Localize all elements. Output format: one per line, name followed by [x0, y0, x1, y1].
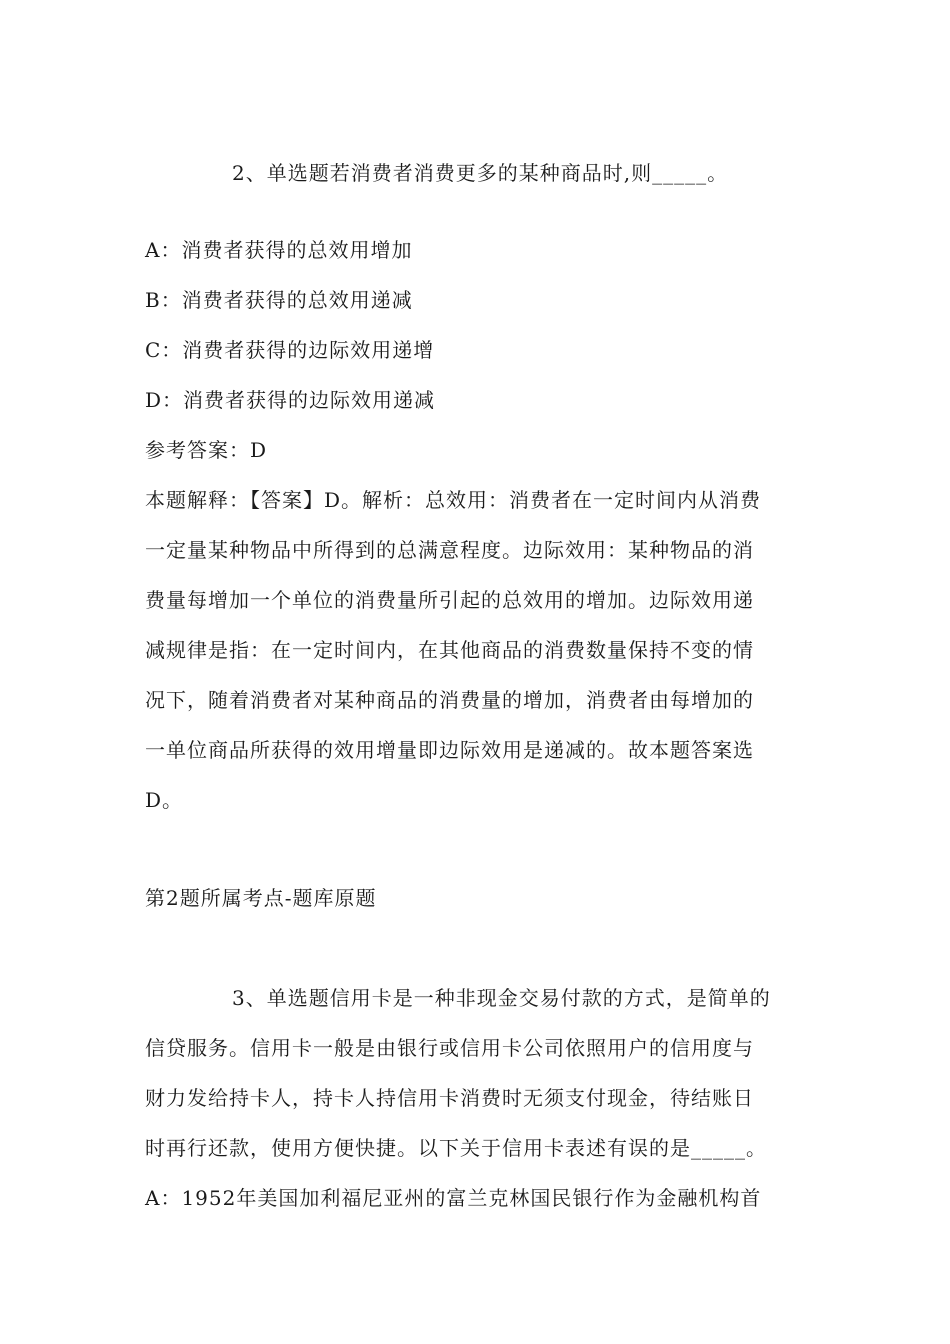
q2-explanation-line: 况下，随着消费者对某种商品的消费量的增加，消费者由每增加的 — [145, 688, 754, 712]
q2-explanation-line: D。 — [145, 788, 184, 812]
q3-question-line: 财力发给持卡人，持卡人持信用卡消费时无须支付现金，待结账日 — [145, 1086, 754, 1110]
q2-explanation-line: 本题解释：【答案】D。解析：总效用：消费者在一定时间内从消费 — [145, 488, 762, 512]
q2-option-b: B：消费者获得的总效用递减 — [145, 288, 413, 312]
q2-option-d: D：消费者获得的边际效用递减 — [145, 388, 436, 412]
q2-question: 2、单选题若消费者消费更多的某种商品时,则_____。 — [232, 161, 729, 185]
q2-option-c: C：消费者获得的边际效用递增 — [145, 338, 435, 362]
q2-explanation-line: 减规律是指：在一定时间内，在其他商品的消费数量保持不变的情 — [145, 638, 754, 662]
q2-explanation-line: 一定量某种物品中所得到的总满意程度。边际效用：某种物品的消 — [145, 538, 754, 562]
q3-option-a: A：1952年美国加利福尼亚州的富兰克林国民银行作为金融机构首 — [145, 1186, 762, 1210]
q3-question-line: 3、单选题信用卡是一种非现金交易付款的方式，是简单的 — [232, 986, 771, 1010]
q3-question-line: 时再行还款，使用方便快捷。以下关于信用卡表述有误的是_____。 — [145, 1136, 767, 1160]
q2-option-a: A：消费者获得的总效用增加 — [145, 238, 413, 262]
q2-explanation-line: 一单位商品所获得的效用增量即边际效用是递减的。故本题答案选 — [145, 738, 754, 762]
q2-topic: 第2题所属考点-题库原题 — [145, 886, 377, 910]
q2-answer: 参考答案：D — [145, 438, 268, 462]
q3-question-line: 信贷服务。信用卡一般是由银行或信用卡公司依照用户的信用度与 — [145, 1036, 754, 1060]
q2-explanation-line: 费量每增加一个单位的消费量所引起的总效用的增加。边际效用递 — [145, 588, 754, 612]
